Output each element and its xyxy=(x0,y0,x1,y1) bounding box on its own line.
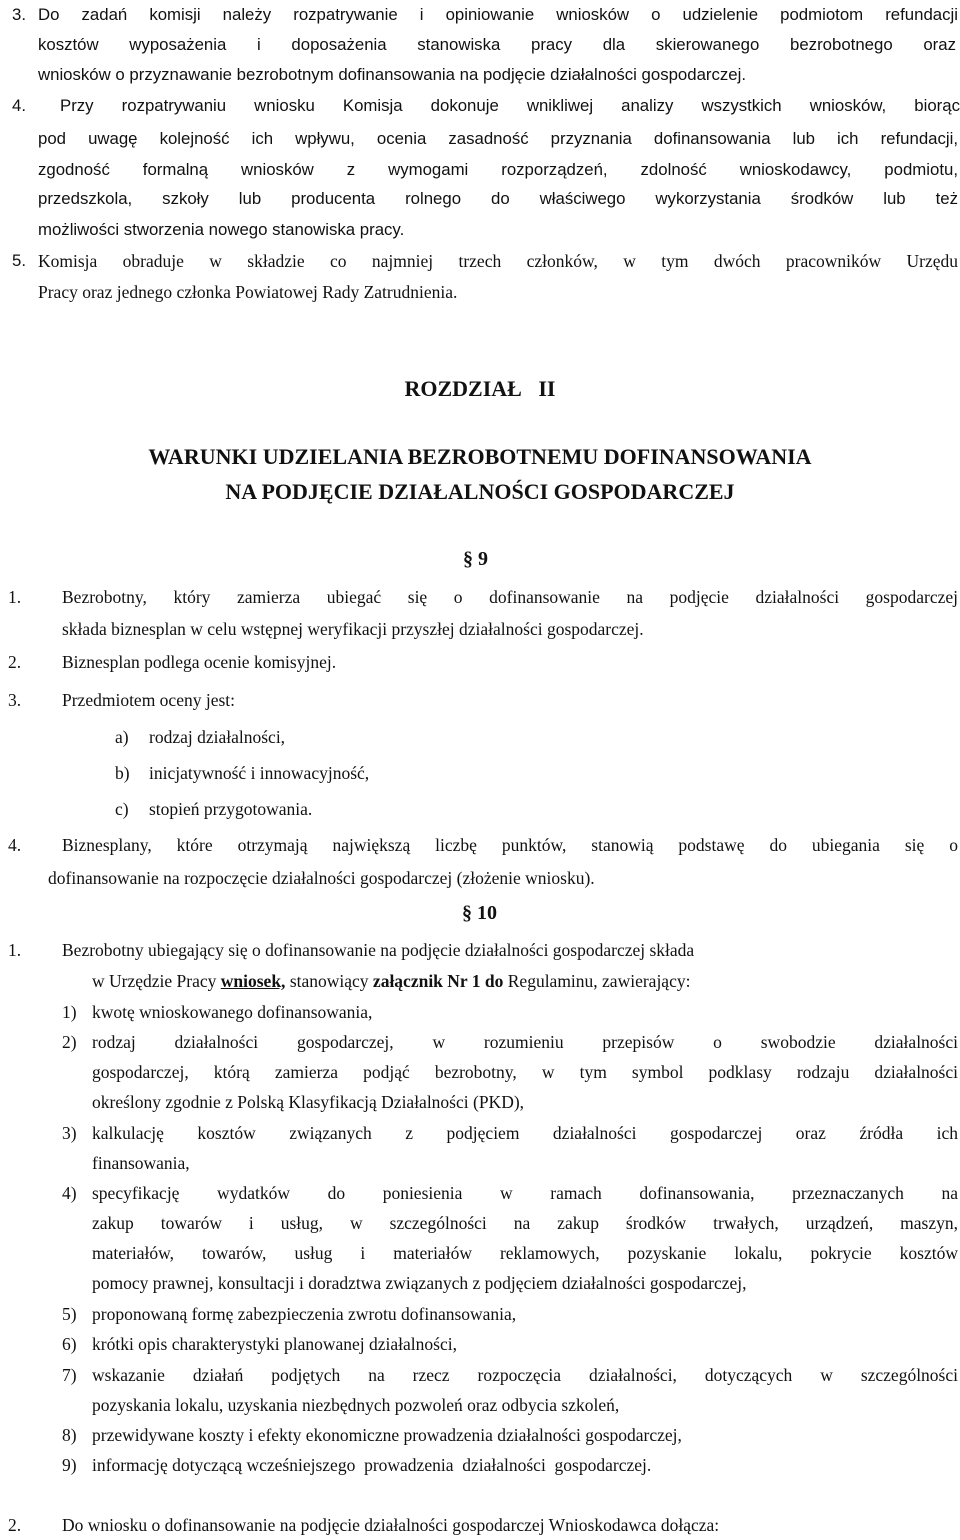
list-marker: c) xyxy=(115,799,129,819)
paragraph-line: Do wniosku o dofinansowanie na podjęcie działalności gospodarczej Wnioskodawca dołącza: xyxy=(62,1515,720,1535)
paragraph-line: składa biznesplan w celu wstępnej weryfikacji przyszłej działalności gospodarczej. xyxy=(62,619,644,639)
item-number: 3. xyxy=(8,690,22,710)
chapter-subtitle: WARUNKI UDZIELANIA BEZROBOTNEMU DOFINANSOWANIA xyxy=(148,444,812,469)
list-marker: 7) xyxy=(62,1365,77,1385)
list-item: rodzaj działalności gospodarczej, w rozumieniu przepisów o swobodzie działalności xyxy=(92,1032,958,1052)
list-item: materiałów, towarów, usług i materiałów reklamowych, pozyskanie lokalu, pokrycie kosztów xyxy=(92,1243,958,1263)
paragraph-line: pod uwagę kolejność ich wpływu, ocenia zasadność przyznania dofinansowania lub ich refundacji, xyxy=(38,129,958,148)
list-marker: 1) xyxy=(62,1002,77,1022)
list-item: specyfikację wydatków do poniesienia w ramach dofinansowania, przeznaczanych na xyxy=(92,1183,958,1203)
list-item: gospodarczej, którą zamierza podjąć bezrobotny, w tym symbol podklasy rodzaju działalności xyxy=(92,1062,958,1082)
application-term: wniosek, xyxy=(220,971,286,991)
paragraph-line: Bezrobotny, który zamierza ubiegać się o dofinansowanie na podjęcie działalności gospodarczej xyxy=(62,587,958,607)
list-item: zakup towarów i usług, w szczególności na zakup środków trwałych, urządzeń, maszyn, xyxy=(92,1213,958,1233)
attachment-reference: załącznik Nr 1 do xyxy=(372,971,504,991)
list-item: określony zgodnie z Polską Klasyfikacją Działalności (PKD), xyxy=(92,1092,525,1112)
paragraph-line: Przedmiotem oceny jest: xyxy=(62,690,236,710)
list-marker: 5) xyxy=(62,1304,77,1324)
paragraph-line: dofinansowanie na rozpoczęcie działalności gospodarczej (złożenie wniosku). xyxy=(48,868,595,888)
list-item: kwotę wnioskowanego dofinansowania, xyxy=(92,1002,373,1022)
paragraph-line: Do zadań komisji należy rozpatrywanie i opiniowanie wniosków o udzielenie podmiotom refundacji xyxy=(38,5,958,24)
list-item: finansowania, xyxy=(92,1153,190,1173)
paragraph-line: Pracy oraz jednego członka Powiatowej Rady Zatrudnienia. xyxy=(38,282,458,302)
item-number: 2. xyxy=(8,1515,22,1535)
text-run: w Urzędzie Pracy xyxy=(92,971,221,991)
chapter-subtitle: NA PODJĘCIE DZIAŁALNOŚCI GOSPODARCZEJ xyxy=(225,479,735,504)
item-number: 4. xyxy=(8,835,22,855)
list-item: inicjatywność i innowacyjność, xyxy=(149,763,370,783)
list-item: kalkulację kosztów związanych z podjęciem działalności gospodarczej oraz źródła ich xyxy=(92,1123,958,1143)
list-item: pomocy prawnej, konsultacji i doradztwa związanych z podjęciem działalności gospodarczej, xyxy=(92,1273,747,1293)
list-marker: a) xyxy=(115,727,129,747)
paragraph-line: Biznesplan podlega ocenie komisyjnej. xyxy=(62,652,337,672)
list-item: stopień przygotowania. xyxy=(149,799,313,819)
list-marker: 6) xyxy=(62,1334,77,1354)
list-item: wskazanie działań podjętych na rzecz rozpoczęcia działalności, dotyczących w szczególności xyxy=(92,1365,958,1385)
chapter-title: ROZDZIAŁ II xyxy=(404,376,556,401)
list-item: przewidywane koszty i efekty ekonomiczne prowadzenia działalności gospodarczej, xyxy=(92,1425,682,1445)
list-marker: 4) xyxy=(62,1183,77,1203)
list-item: proponowaną formę zabezpieczenia zwrotu dofinansowania, xyxy=(92,1304,517,1324)
list-item: krótki opis charakterystyki planowanej działalności, xyxy=(92,1334,457,1354)
list-item: informację dotyczącą wcześniejszego prowadzenia działalności gospodarczej. xyxy=(92,1455,652,1475)
text-run: stanowiący xyxy=(285,971,373,991)
item-number: 1. xyxy=(8,587,22,607)
section-heading: § 10 xyxy=(462,902,497,924)
item-number: 2. xyxy=(8,652,22,672)
list-marker: 3) xyxy=(62,1123,77,1143)
list-marker: 2) xyxy=(62,1032,77,1052)
item-number: 3. xyxy=(12,5,26,24)
paragraph-line: Przy rozpatrywaniu wniosku Komisja dokonuje wnikliwej analizy wszystkich wniosków, biorąc xyxy=(60,96,960,115)
list-item: rodzaj działalności, xyxy=(149,727,286,747)
list-item: pozyskania lokalu, uzyskania niezbędnych pozwoleń oraz odbycia szkoleń, xyxy=(92,1395,620,1415)
text-run: Regulaminu, zawierający: xyxy=(503,971,691,991)
paragraph-line: możliwości stworzenia nowego stanowiska pracy. xyxy=(38,220,405,239)
paragraph-line: wniosków o przyznawanie bezrobotnym dofinansowania na podjęcie działalności gospodarczej. xyxy=(38,65,747,84)
item-number: 5. xyxy=(12,251,26,270)
item-number: 1. xyxy=(8,940,22,960)
paragraph-line: Biznesplany, które otrzymają największą liczbę punktów, stanowią podstawę do ubiegania się o xyxy=(62,835,958,855)
paragraph-line: zgodność formalną wniosków z wymogami rozporządzeń, zdolność wnioskodawcy, podmiotu, xyxy=(38,160,958,179)
paragraph-line xyxy=(92,966,690,996)
item-number: 4. xyxy=(12,96,26,115)
paragraph-line: Bezrobotny ubiegający się o dofinansowanie na podjęcie działalności gospodarczej składa xyxy=(62,940,695,960)
list-marker: b) xyxy=(115,763,130,783)
section-heading: § 9 xyxy=(463,548,488,570)
paragraph-line: kosztów wyposażenia i doposażenia stanowiska pracy dla skierowanego bezrobotnego oraz xyxy=(38,35,956,54)
list-marker: 8) xyxy=(62,1425,77,1445)
paragraph-line: przedszkola, szkoły lub producenta rolnego do właściwego wykorzystania środków lub też xyxy=(38,189,958,208)
list-marker: 9) xyxy=(62,1455,77,1475)
paragraph-line: Komisja obraduje w składzie co najmniej trzech członków, w tym dwóch pracowników Urzędu xyxy=(38,251,958,271)
